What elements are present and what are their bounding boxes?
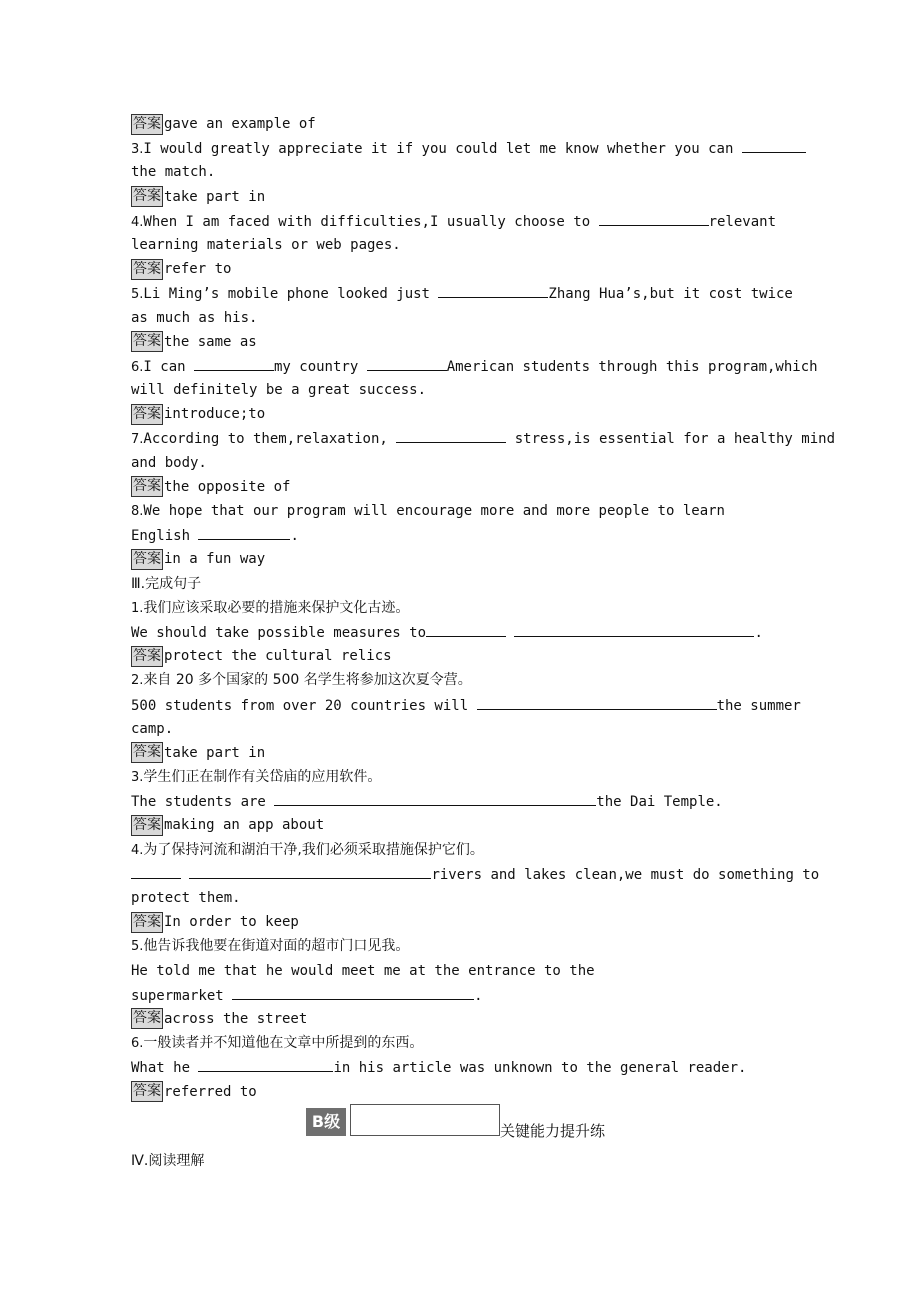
answer-line [131, 1007, 791, 1031]
answer-label: 答案 [131, 912, 163, 933]
text-line [131, 523, 791, 547]
sentence-text: American students through this program,which [446, 358, 818, 375]
sentence-text: Zhang Hua’s,but it cost twice [548, 286, 793, 303]
text-line [131, 1055, 791, 1079]
fill-in-blank[interactable] [426, 620, 506, 637]
sentence-text: the match. [131, 164, 216, 181]
text-line [131, 862, 820, 886]
fill-in-blank[interactable] [274, 789, 596, 806]
chinese-prompt [131, 596, 791, 620]
text-line [131, 620, 791, 644]
question-number: 4. [131, 842, 144, 858]
answer-line [131, 185, 791, 209]
text-line [131, 886, 791, 910]
level-title: 关键能力提升练 [500, 1122, 606, 1140]
sentence-text: When I am faced with difficulties,I usually choose to [143, 213, 599, 230]
answer-text: making an app about [164, 817, 325, 834]
answer-text: protect the cultural relics [164, 648, 392, 665]
sentence-text [506, 625, 514, 641]
text-line [131, 378, 791, 402]
sentence-text: relevant [708, 213, 776, 230]
answer-line [131, 741, 791, 765]
sentence-text: stress,is essential for a healthy mind [506, 431, 836, 448]
sentence-text: protect them. [131, 890, 241, 906]
answer-label: 答案 [131, 646, 163, 667]
question-line [131, 354, 818, 378]
sentence-text: I would greatly appreciate it if you could let me know whether you can [143, 141, 742, 158]
text-line [131, 451, 791, 475]
sentence-text: as much as his. [131, 309, 258, 326]
exercise-content [131, 112, 836, 1104]
answer-text: take part in [164, 744, 266, 761]
sentence-text: According to them,relaxation, [143, 431, 397, 448]
fill-in-blank[interactable] [198, 1055, 333, 1072]
chinese-text: 一般读者并不知道他在文章中所提到的东西。 [143, 1035, 424, 1052]
fill-in-blank[interactable] [396, 426, 506, 443]
chinese-text: 为了保持河流和湖泊干净,我们必须采取措施保护它们。 [143, 841, 484, 858]
answer-label: 答案 [131, 1008, 163, 1029]
answer-line [131, 257, 791, 281]
sentence-text: rivers and lakes clean,we must do something to [431, 866, 820, 883]
sentence-text: . [290, 528, 299, 545]
answer-label: 答案 [131, 114, 163, 135]
fill-in-blank[interactable] [131, 862, 181, 879]
fill-in-blank[interactable] [198, 523, 290, 540]
fill-in-blank[interactable] [742, 136, 806, 153]
answer-line [131, 330, 791, 354]
question-number: 8. [131, 504, 144, 519]
section-heading-reading: Ⅳ.阅读理解 [131, 1153, 205, 1169]
fill-in-blank[interactable] [232, 983, 474, 1000]
answer-label: 答案 [131, 186, 163, 207]
sentence-text: Li Ming’s mobile phone looked just [143, 286, 439, 303]
section-heading: Ⅲ.完成句子 [131, 575, 202, 592]
question-number: 1. [131, 600, 144, 616]
sentence-text: We hope that our program will encourage more and more people to learn [143, 503, 725, 519]
fill-in-blank[interactable] [194, 354, 274, 371]
sentence-text: camp. [131, 720, 174, 737]
question-line [131, 426, 836, 450]
fill-in-blank[interactable] [599, 209, 709, 226]
question-line [131, 499, 791, 523]
answer-text: take part in [164, 188, 266, 205]
chinese-prompt [131, 765, 791, 789]
text-line [131, 306, 791, 330]
answer-line [131, 112, 791, 136]
answer-label: 答案 [131, 259, 163, 280]
sentence-text: He told me that he would meet me at the entrance to the [131, 962, 595, 979]
answer-text: in a fun way [164, 551, 266, 568]
answer-label: 答案 [131, 476, 163, 497]
answer-label: 答案 [131, 1081, 163, 1102]
sentence-text: . [754, 624, 763, 641]
sentence-text: The students are [131, 794, 275, 811]
sentence-text: will definitely be a great success. [131, 382, 427, 399]
level-title-box [350, 1104, 500, 1136]
sentence-text: in his article was unknown to the general reader. [333, 1060, 747, 1077]
question-line [131, 136, 791, 160]
text-line [131, 160, 791, 184]
fill-in-blank[interactable] [367, 354, 447, 371]
answer-line [131, 547, 791, 571]
text-line [131, 789, 791, 813]
text-line [131, 959, 791, 983]
chinese-text: 来自 20 多个国家的 500 名学生将参加这次夏令营。 [143, 672, 472, 689]
answer-text: the opposite of [164, 478, 291, 495]
sentence-text: supermarket [131, 987, 233, 1004]
answer-line [131, 402, 791, 426]
answer-text: gave an example of [164, 116, 316, 132]
question-number: 3. [131, 142, 144, 158]
sentence-text: English [131, 528, 199, 545]
answer-line [131, 1080, 791, 1104]
question-number: 2. [131, 673, 144, 689]
question-number: 5. [131, 939, 144, 955]
chinese-prompt [131, 668, 791, 692]
sentence-text: . [474, 987, 483, 1004]
level-badge: B级 [306, 1108, 346, 1136]
sentence-text: We should take possible measures to [131, 624, 427, 641]
chinese-prompt [131, 838, 791, 862]
text-line [131, 983, 791, 1007]
fill-in-blank[interactable] [438, 281, 548, 298]
text-line [131, 693, 801, 717]
answer-label: 答案 [131, 742, 163, 763]
question-number: 6. [131, 1036, 144, 1052]
answer-text: across the street [164, 1010, 308, 1027]
sentence-text: learning materials or web pages. [131, 236, 401, 253]
chinese-text: 他告诉我他要在街道对面的超市门口见我。 [143, 938, 410, 955]
question-number: 4. [131, 214, 144, 230]
sentence-text: the summer [716, 697, 801, 714]
question-number: 3. [131, 770, 144, 786]
text-line [131, 233, 791, 257]
answer-text: In order to keep [164, 914, 299, 931]
answer-text: introduce;to [164, 406, 266, 423]
sentence-text: What he [131, 1060, 199, 1077]
answer-label: 答案 [131, 331, 163, 352]
sentence-text: I can [143, 358, 194, 375]
answer-text: refer to [164, 261, 232, 278]
sentence-text: 500 students from over 20 countries will [131, 697, 477, 714]
question-number: 7. [131, 432, 144, 448]
fill-in-blank[interactable] [477, 693, 717, 710]
text-line [131, 717, 791, 741]
answer-text: the same as [164, 333, 257, 350]
fill-in-blank[interactable] [189, 862, 431, 879]
answer-label: 答案 [131, 549, 163, 570]
sentence-text: and body. [131, 454, 207, 471]
chinese-text: 我们应该采取必要的措施来保护文化古迹。 [143, 599, 410, 616]
answer-line [131, 644, 791, 668]
chinese-text: 学生们正在制作有关岱庙的应用软件。 [143, 769, 382, 786]
sentence-text: the Dai Temple. [596, 794, 723, 811]
chinese-prompt [131, 934, 791, 958]
level-header [306, 1104, 626, 1140]
sentence-text: my country [273, 358, 367, 375]
fill-in-blank[interactable] [514, 620, 754, 637]
question-line [131, 281, 791, 305]
sentence-text [181, 867, 189, 883]
question-number: 6. [131, 359, 144, 375]
answer-label: 答案 [131, 404, 163, 425]
question-number: 5. [131, 287, 144, 303]
answer-label: 答案 [131, 815, 163, 836]
answer-line [131, 475, 791, 499]
question-line [131, 209, 791, 233]
answer-line [131, 910, 791, 934]
chinese-prompt [131, 1031, 791, 1055]
answer-text: referred to [164, 1083, 257, 1100]
answer-line [131, 813, 791, 837]
